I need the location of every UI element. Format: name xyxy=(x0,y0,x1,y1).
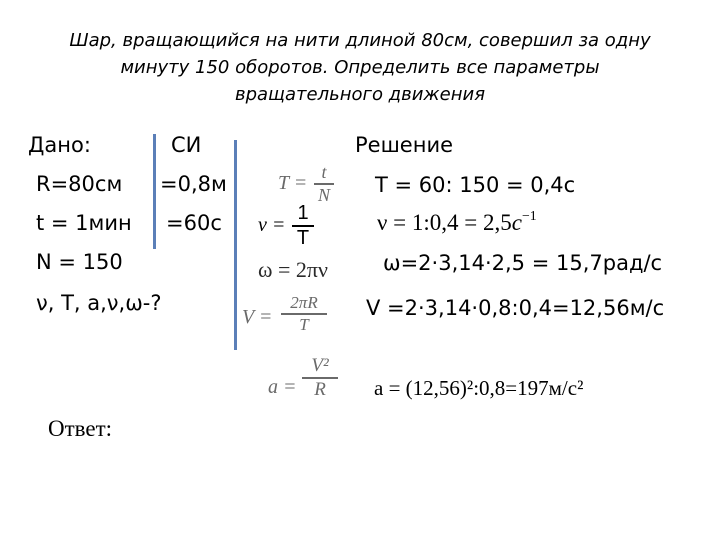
formula-omega: ω = 2πν xyxy=(258,257,328,282)
solution-line: ν = 1:0,4 = 2,5 xyxy=(377,210,512,235)
solution-header: Решение xyxy=(355,133,454,157)
divider-si xyxy=(234,140,237,350)
si-header: СИ xyxy=(171,133,202,157)
formula-velocity-lhs: V = xyxy=(242,306,273,328)
solution-line-frequency xyxy=(377,208,537,236)
unit-base: c xyxy=(511,210,522,235)
problem-line-2: минуту 150 оборотов. Определить все параметры xyxy=(120,57,600,78)
problem-statement xyxy=(0,27,720,108)
divider-given xyxy=(153,134,156,249)
si-item: =60с xyxy=(166,211,222,235)
fraction-denominator: N xyxy=(317,184,330,205)
formula-accel-fraction xyxy=(302,355,338,401)
fraction-denominator: T xyxy=(296,226,310,249)
formula-period-fraction xyxy=(314,162,334,206)
given-item: R=80см xyxy=(36,172,123,196)
formula-period-lhs: T = xyxy=(278,172,308,194)
fraction-numerator: V² xyxy=(311,355,329,376)
unit-exponent: −1 xyxy=(521,208,537,223)
given-item: t = 1мин xyxy=(36,211,132,235)
given-item: ν, T, a,ν,ω-? xyxy=(36,291,162,315)
given-header: Дано: xyxy=(28,133,91,157)
fraction-denominator: R xyxy=(314,378,326,400)
solution-line: V =2·3,14·0,8:0,4=12,56м/с xyxy=(366,296,665,320)
fraction-denominator: T xyxy=(299,314,309,334)
formula-frequency-fraction xyxy=(292,202,314,250)
fraction-numerator: 2πR xyxy=(290,293,318,312)
problem-line-1: Шар, вращающийся на нити длиной 80см, совершил за одну xyxy=(69,30,651,51)
formula-frequency-lhs: ν = xyxy=(258,214,286,236)
answer-label: Ответ: xyxy=(48,416,113,441)
si-item: =0,8м xyxy=(160,172,227,196)
solution-line: T = 60: 150 = 0,4с xyxy=(375,173,576,197)
fraction-numerator: 1 xyxy=(297,202,309,224)
solution-line: ω=2·3,14·2,5 = 15,7рад/с xyxy=(383,251,663,275)
formula-accel-lhs: a = xyxy=(268,376,297,398)
fraction-numerator: t xyxy=(321,162,327,182)
given-item: N = 150 xyxy=(36,250,123,274)
problem-line-3: вращательного движения xyxy=(234,84,486,105)
solution-line: a = (12,56)²:0,8=197м/с² xyxy=(374,376,584,400)
formula-velocity-fraction xyxy=(281,293,327,335)
